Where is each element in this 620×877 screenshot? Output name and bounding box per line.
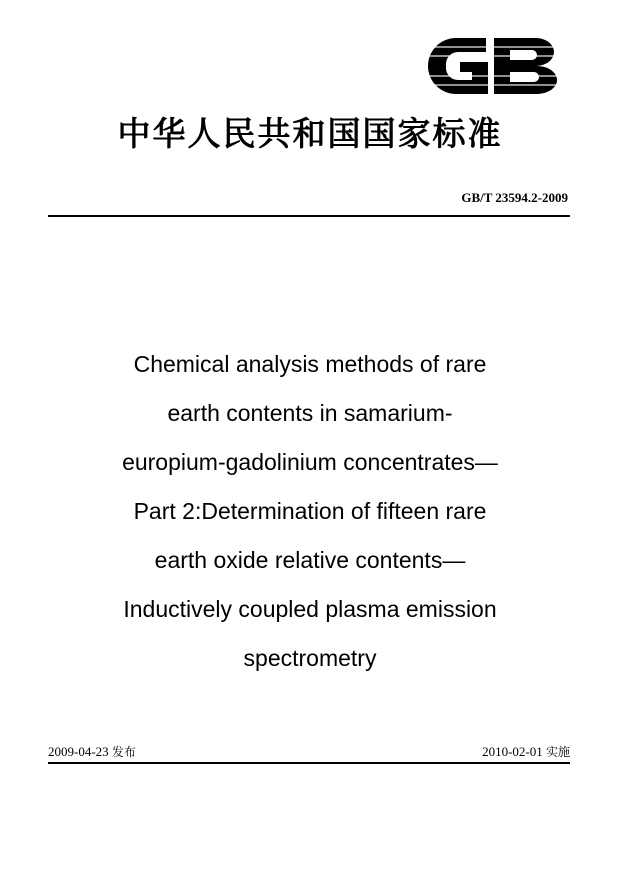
title-line: Chemical analysis methods of rare (133, 351, 487, 377)
national-standard-title: 中华人民共和国国家标准 (117, 114, 503, 153)
implementation-date-block (482, 743, 570, 760)
title-line: earth contents in samarium- (167, 400, 453, 426)
gb-logo (428, 38, 558, 94)
title-line: earth oxide relative contents— (154, 547, 466, 573)
title-line: europium-gadolinium concentrates— (122, 449, 498, 475)
date-row (48, 743, 570, 761)
implementation-date: 2010-02-01 (482, 744, 543, 759)
issue-date-block (48, 743, 136, 760)
implementation-label: 实施 (545, 745, 570, 759)
standard-number: GB/T 23594.2-2009 (461, 190, 568, 205)
issue-label: 发布 (111, 745, 136, 759)
document-title (50, 340, 570, 683)
issue-date: 2009-04-23 (48, 744, 109, 759)
title-line: Inductively coupled plasma emission (123, 596, 497, 622)
bottom-divider (48, 762, 570, 764)
top-divider (48, 215, 570, 217)
title-line: spectrometry (243, 645, 377, 671)
title-line: Part 2:Determination of fifteen rare (133, 498, 487, 524)
